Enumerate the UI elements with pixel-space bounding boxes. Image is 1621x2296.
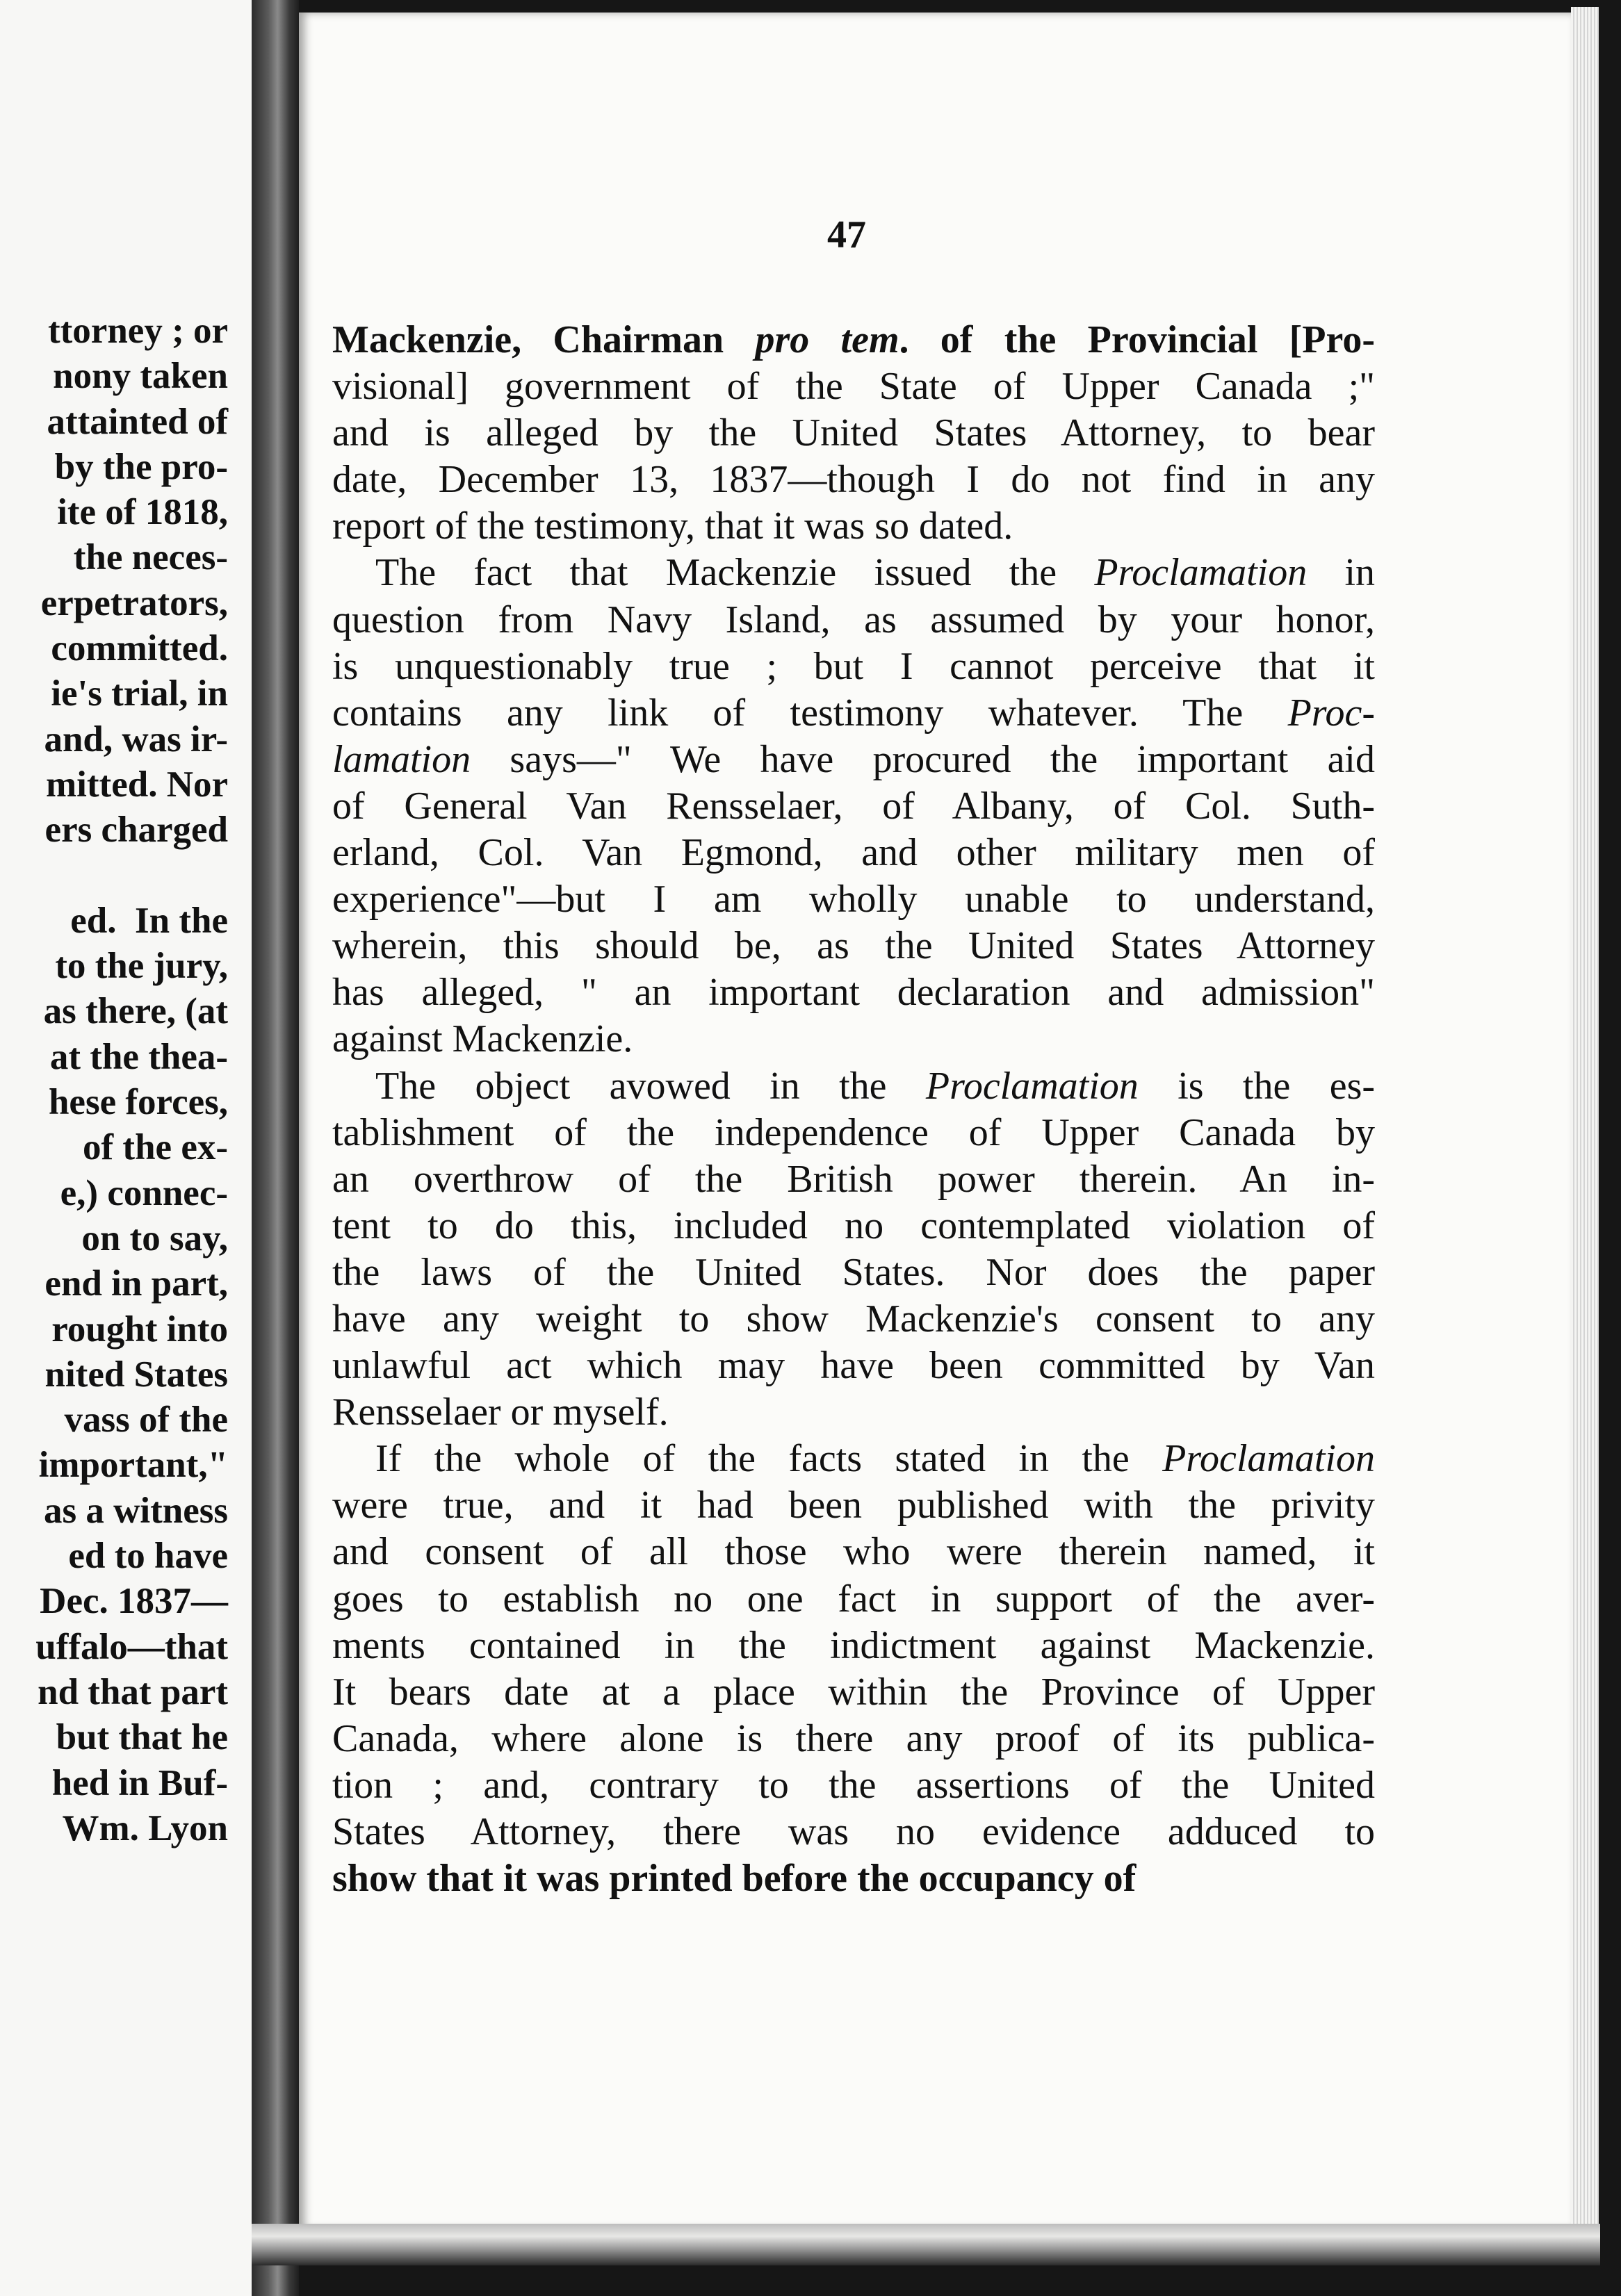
text-line (332, 737, 1375, 783)
left-page-line: as a witness (43, 1490, 228, 1531)
text-line (332, 1203, 1375, 1249)
text-line (332, 969, 1375, 1016)
left-page-line: ttorney ; or (48, 311, 228, 351)
text-line (332, 1482, 1375, 1529)
text-run: contains any link of testimony whatever. The (332, 691, 1288, 735)
text-run: and consent of all those who were therein named, it (332, 1530, 1375, 1574)
text-line (332, 1716, 1375, 1762)
left-page-line: ie's trial, in (51, 673, 228, 714)
text-line (332, 597, 1375, 643)
left-page-text-column (35, 309, 228, 1851)
left-page-line: mitted. Nor (46, 764, 228, 805)
paragraph (332, 550, 1375, 1063)
left-page-line: ed to have (68, 1536, 228, 1577)
left-page-line (35, 853, 228, 899)
text-run: experience"—but I am wholly unable to understand, (332, 878, 1375, 921)
text-run: tablishment of the independence of Upper Canada by (332, 1110, 1375, 1154)
left-page-line: ers charged (44, 810, 228, 851)
text-run: tent to do this, included no contemplated violation of (332, 1204, 1375, 1247)
text-run: Canada, where alone is there any proof of its publica- (332, 1716, 1375, 1760)
left-page (0, 0, 252, 2296)
paragraph (332, 1436, 1375, 1902)
left-page-line: hese forces, (48, 1082, 228, 1123)
text-line (332, 1762, 1375, 1809)
text-line (332, 1623, 1375, 1669)
text-line (332, 1389, 1375, 1436)
text-run: erland, Col. Van Egmond, and other military men of (332, 831, 1375, 875)
text-run: The object avowed in the (375, 1064, 926, 1108)
left-page-line: as there, (at (43, 991, 228, 1032)
text-run: wherein, this should be, as the United States Attorney (332, 924, 1375, 968)
left-page-line: the neces- (73, 537, 228, 578)
text-line (332, 550, 1375, 596)
left-page-line: nd that part (38, 1671, 228, 1712)
left-page-line: Dec. 1837— (40, 1581, 228, 1622)
left-page-line: of the ex- (83, 1127, 228, 1168)
text-line (332, 1156, 1375, 1203)
text-line (332, 876, 1375, 923)
left-page-line: uffalo—that (35, 1626, 228, 1667)
text-line (332, 1296, 1375, 1343)
text-run: of General Van Rensselaer, of Albany, of Col. Suth- (332, 784, 1375, 828)
text-run: States Attorney, there was no evidence adduced to (332, 1810, 1375, 1853)
left-page-line: at the thea- (49, 1036, 228, 1077)
text-line (332, 317, 1375, 363)
page-edges (1571, 7, 1599, 2238)
left-page-line: e,) connec- (60, 1172, 228, 1213)
text-run: Mackenzie, Chairman (332, 318, 756, 361)
text-run: show that it was printed before the occupancy of (332, 1857, 1137, 1901)
italic-text: Proclamation (1094, 551, 1308, 595)
text-line (332, 1855, 1375, 1902)
left-page-line: on to say, (81, 1217, 228, 1258)
left-page-line: important," (38, 1445, 228, 1486)
text-run: tion ; and, contrary to the assertions of the United (332, 1763, 1375, 1807)
left-page-line: erpetrators, (40, 582, 228, 623)
text-run: visional] government of the State of Upper Canada ;" (332, 365, 1375, 409)
text-line (332, 1529, 1375, 1575)
text-line (332, 1063, 1375, 1110)
left-page-line: Wm. Lyon (62, 1807, 228, 1848)
left-page-line: and, was ir- (44, 719, 228, 760)
left-page-line: rought into (51, 1309, 228, 1350)
text-run: Rensselaer or myself. (332, 1391, 669, 1434)
text-run: against Mackenzie. (332, 1017, 633, 1061)
left-page-line: ite of 1818, (57, 492, 228, 533)
left-page-line: hed in Buf- (51, 1762, 228, 1803)
text-line (332, 690, 1375, 737)
italic-text: pro tem (755, 318, 899, 361)
text-run: unlawful act which may have been committed by Van (332, 1344, 1375, 1388)
text-run: report of the testimony, that it was so dated. (332, 505, 1013, 548)
left-page-line: but that he (56, 1717, 228, 1758)
text-line (332, 923, 1375, 969)
text-run: and is alleged by the United States Attorney, to bear (332, 411, 1375, 455)
text-run: ments contained in the indictment against Mackenzie. (332, 1623, 1375, 1667)
text-line (332, 363, 1375, 410)
text-run: says—" We have procured the important aid (471, 737, 1375, 781)
text-run: goes to establish no one fact in support of the aver- (332, 1577, 1375, 1621)
text-run: is unquestionably true ; but I cannot perceive that it (332, 644, 1375, 688)
text-run: question from Navy Island, as assumed by your honor, (332, 598, 1375, 641)
text-line (332, 830, 1375, 876)
text-run: have any weight to show Mackenzie's consent to any (332, 1297, 1375, 1340)
paragraph (332, 317, 1375, 550)
text-run: has alleged, " an important declaration and admission" (332, 971, 1375, 1015)
text-run: date, December 13, 1837—though I do not find in any (332, 458, 1375, 502)
book-gutter (252, 0, 299, 2296)
book-bottom-edge (252, 2224, 1600, 2265)
italic-text: lamation (332, 737, 471, 781)
left-page-line: nited States (44, 1354, 228, 1395)
text-line (332, 783, 1375, 830)
text-run: is the es- (1138, 1064, 1375, 1108)
text-run: in (1307, 551, 1375, 595)
text-line (332, 1249, 1375, 1296)
text-run: The fact that Mackenzie issued the (375, 551, 1095, 595)
text-line (332, 1436, 1375, 1482)
text-run: an overthrow of the British power therein. An in- (332, 1157, 1375, 1201)
left-page-line: by the pro- (54, 446, 228, 487)
text-line (332, 1343, 1375, 1389)
text-line (332, 1669, 1375, 1716)
left-page-line: committed. (51, 628, 228, 669)
text-line (332, 643, 1375, 690)
text-line (332, 457, 1375, 503)
italic-text: Proc- (1287, 691, 1375, 735)
text-run: It bears date at a place within the Province of Upper (332, 1670, 1375, 1714)
body-text (332, 317, 1375, 1902)
left-page-line: end in part, (44, 1263, 228, 1304)
left-page-line: nony taken (53, 356, 228, 397)
page-number: 47 (827, 213, 866, 256)
text-line (332, 1016, 1375, 1063)
text-line (332, 1809, 1375, 1855)
text-run: the laws of the United States. Nor does the paper (332, 1250, 1375, 1294)
italic-text: Proclamation (925, 1064, 1139, 1108)
paragraph (332, 1063, 1375, 1436)
text-line (332, 1110, 1375, 1156)
text-line (332, 1576, 1375, 1623)
left-page-line: vass of the (64, 1400, 228, 1441)
left-page-line: ed. In the (70, 900, 228, 941)
italic-text: Proclamation (1162, 1437, 1375, 1481)
text-run: If the whole of the facts stated in the (375, 1437, 1163, 1481)
text-line (332, 410, 1375, 457)
left-page-line: attainted of (47, 401, 228, 442)
text-line (332, 503, 1375, 550)
text-run: were true, and it had been published with the privity (332, 1484, 1375, 1527)
left-page-line: to the jury, (55, 946, 228, 987)
text-run: . of the Provincial [Pro- (899, 318, 1375, 361)
